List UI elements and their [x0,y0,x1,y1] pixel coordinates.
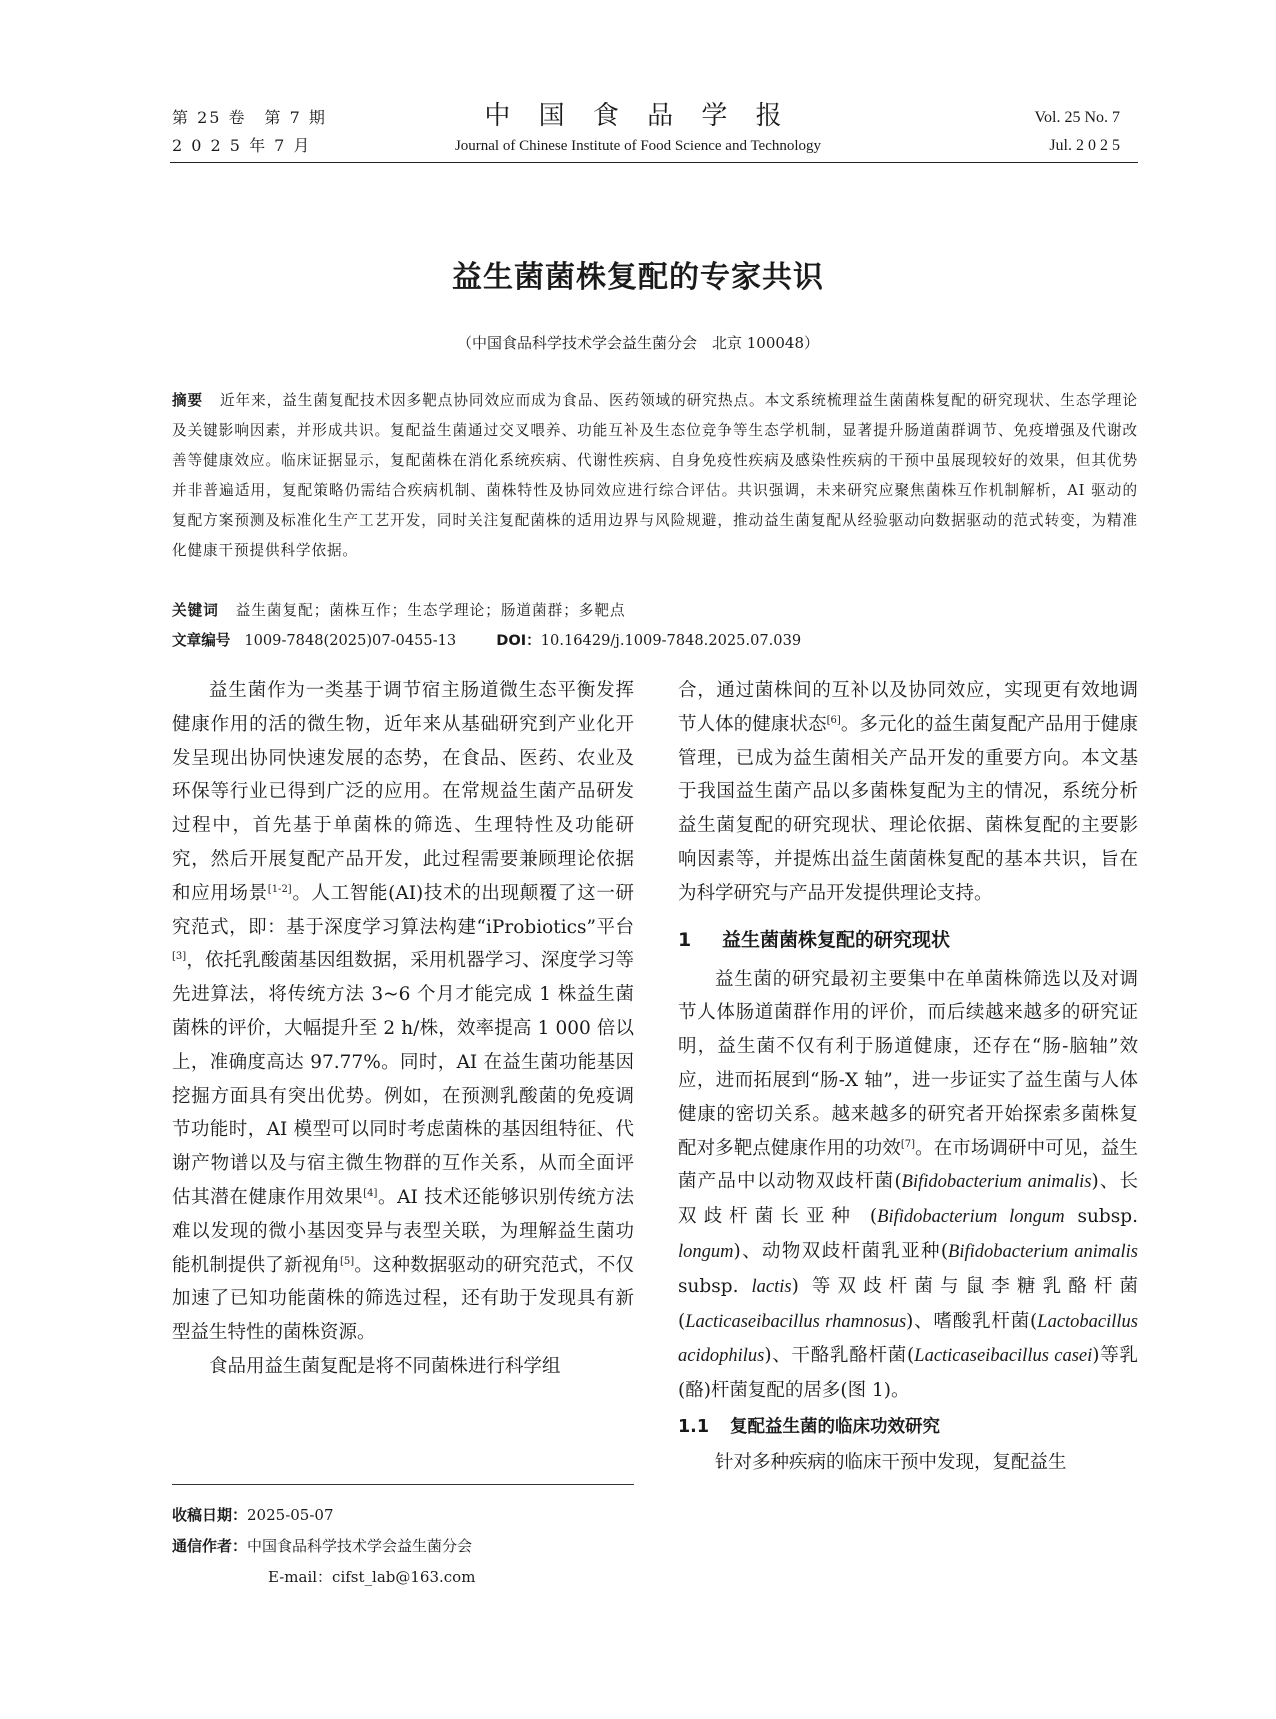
species-name: longum [678,1241,734,1262]
keywords-label: 关键词 [172,602,219,619]
species-name: lactis [751,1276,792,1297]
journal-issue-info [172,104,327,160]
section-title: 益生菌菌株复配的研究现状 [722,928,951,951]
article-number-value: 1009-7848(2025)07-0455-13 [244,632,457,649]
date-line-en: Jul. 2 0 2 5 [1049,137,1120,154]
text-run: 合，通过菌株间的互补以及协同效应，实现更有效地调节人体的健康状态 [678,680,1138,735]
body-paragraph: 食品用益生菌复配是将不同菌株进行科学组 [209,1355,561,1377]
text-run: )、嗜酸乳杆菌( [906,1310,1038,1332]
article-number [172,626,1138,656]
doi-label: DOI： [496,632,541,649]
body-paragraph: 针对多种疾病的临床干预中发现，复配益生 [715,1451,1067,1473]
text-run: 。在市场调研中可见，益生菌产品中以动物双歧杆菌( [678,1137,1138,1193]
citation[interactable]: [1-2] [267,883,292,895]
section-number: 1.1 [678,1416,710,1437]
volume-line: 第 25 卷 第 7 期 [172,108,327,127]
corresponding-author: 中国食品科学技术学会益生菌分会 [247,1537,473,1555]
section-heading-1-1 [678,1408,1138,1446]
text-run: )、长双歧杆菌长亚种 ( [678,1171,1139,1228]
paper-title: 益生菌菌株复配的专家共识 [452,260,824,295]
keywords-text: 益生菌复配；菌株互作；生态学理论；肠道菌群；多靶点 [235,602,626,619]
left-column [172,674,634,1384]
right-column [678,674,1138,1480]
abstract [172,386,1138,566]
journal-issue-info-en [1035,104,1121,160]
text-run: 。这种数据驱动的研究范式，不仅加速了已知功能菌株的筛选过程，还有助于发现具有新型益生特性的菌株资源。 [172,1254,634,1344]
article-number-label: 文章编号 [172,632,231,649]
text-run: ，依托乳酸菌基因组数据，采用机器学习、深度学习等先进算法，将传统方法 3~6 个月才能完成 1 株益生菌菌株的评价，大幅提升至 2 h/株，效率提高 1 000 倍以上，准确度高达 97.77%。同时，AI 在益生菌功能基因挖掘方面具有突出优势。例如，在预测乳酸菌的免疫调节功能时，AI 模型可以同时考虑菌株的基因组特征、代谢产物谱以及与宿主微生物群的互作关系，从而全面评估其潜在健康作用效果 [172,950,634,1208]
text-run: 。人工智能(AI)技术的出现颠覆了这一研究范式，即：基于深度学习算法构建“iProbiotics”平台 [172,882,634,938]
text-run: ) 等双歧杆菌与鼠李糖乳酪杆菌( [678,1275,1138,1332]
abstract-label: 摘要 [172,392,204,409]
species-name: Bifidobacterium animalis [901,1172,1092,1193]
citation[interactable]: [7] [900,1138,916,1150]
journal-name-cn: 中 国 食 品 学 报 [484,101,792,131]
species-name: Lacticaseibacillus casei [914,1346,1093,1367]
text-run: 益生菌的研究最初主要集中在单菌株筛选以及对调节人体肠道菌群作用的评价，而后续越来越多的研究证明，益生菌不仅有利于肠道健康，还存在“肠-脑轴”效应，进而拓展到“肠-X 轴”，进一步证实了益生菌与人体健康的密切关系。越来越多的研究者开始探索多菌株复配对多靶点健康作用的功效 [678,968,1138,1159]
body-paragraph [172,674,634,1350]
section-title: 复配益生菌的临床功效研究 [730,1416,940,1437]
text-run: )、干酪乳酪杆菌( [764,1345,915,1367]
footnote-rule [172,1484,634,1485]
affiliation: （中国食品科学技术学会益生菌分会 北京 100048） [456,334,820,352]
corresponding-label: 通信作者： [172,1537,248,1555]
section-heading-1 [678,917,1138,963]
journal-name-en: Journal of Chinese Institute of Food Science and Technology [454,138,822,154]
body-paragraph [678,963,1138,1408]
abstract-text: 近年来，益生菌复配技术因多靶点协同效应而成为食品、医药领域的研究热点。本文系统梳理益生菌菌株复配的研究现状、生态学理论及关键影响因素，并形成共识。复配益生菌通过交叉喂养、功能互补及生态位竞争等生态学机制，显著提升肠道菌群调节、免疫增强及代谢改善等健康效应。临床证据显示，复配菌株在消化系统疾病、代谢性疾病、自身免疫性疾病及感染性疾病的干预中虽展现较好的效果，但其优势并非普遍适用，复配策略仍需结合疾病机制、菌株特性及协同效应进行综合评估。共识强调，未来研究应聚焦菌株互作机制解析，AI 驱动的复配方案预测及标准化生产工艺开发，同时关注复配菌株的适用边界与风险规避，推动益生菌复配从经验驱动向数据驱动的范式转变，为精准化健康干预提供科学依据。 [172,392,1138,559]
journal-name [380,98,896,158]
footnote [172,1500,642,1593]
volume-line-en: Vol. 25 No. 7 [1034,109,1120,126]
header-rule [170,162,1138,163]
citation[interactable]: [6] [826,714,841,726]
body-paragraph [678,674,1138,911]
text-run: 。多元化的益生菌复配产品用于健康管理，已成为益生菌相关产品开发的重要方向。本文基于我国益生菌产品以多菌株复配为主的情况，系统分析益生菌复配的研究现状、理论依据、菌株复配的主要影响因素等，并提炼出益生菌菌株复配的基本共识，旨在为科学研究与产品开发提供理论支持。 [678,713,1138,904]
citation[interactable]: [3] [172,951,187,963]
keywords [172,596,1138,626]
text-run: )等乳(酪)杆菌复配的居多(图 1)。 [678,1345,1139,1402]
species-name: Lactobacillus acidophilus [678,1311,1139,1367]
section-number: 1 [678,928,692,951]
species-name: Bifidobacterium longum [877,1207,1065,1228]
citation[interactable]: [4] [363,1187,378,1199]
date-line: 2 0 2 5 年 7 月 [172,136,312,155]
species-name: Bifidobacterium animalis [948,1241,1139,1262]
text-run: 益生菌作为一类基于调节宿主肠道微生态平衡发挥健康作用的活的微生物，近年来从基础研究到产业化开发呈现出协同快速发展的态势，在食品、医药、农业及环保等行业已得到广泛的应用。在常规益生菌产品研发过程中，首先基于单菌株的筛选、生理特性及功能研究，然后开展复配产品开发，此过程需要兼顾理论依据和应用场景 [172,680,634,904]
email[interactable]: E-mail：cifst_lab@163.com [268,1568,476,1586]
received-date: 2025-05-07 [247,1506,334,1524]
text-run: )、动物双歧杆菌乳亚种( [733,1240,949,1262]
citation[interactable]: [5] [339,1255,355,1267]
text-run: subsp. [1064,1206,1138,1228]
received-label: 收稿日期： [172,1506,248,1524]
species-name: Lacticaseibacillus rhamnosus [685,1311,907,1332]
doi-value[interactable]: 10.16429/j.1009-7848.2025.07.039 [540,632,802,649]
text-run: 。AI 技术还能够识别传统方法难以发现的微小基因变异与表型关联，为理解益生菌功能机制提供了新视角 [172,1186,634,1276]
text-run: subsp. [678,1275,752,1297]
